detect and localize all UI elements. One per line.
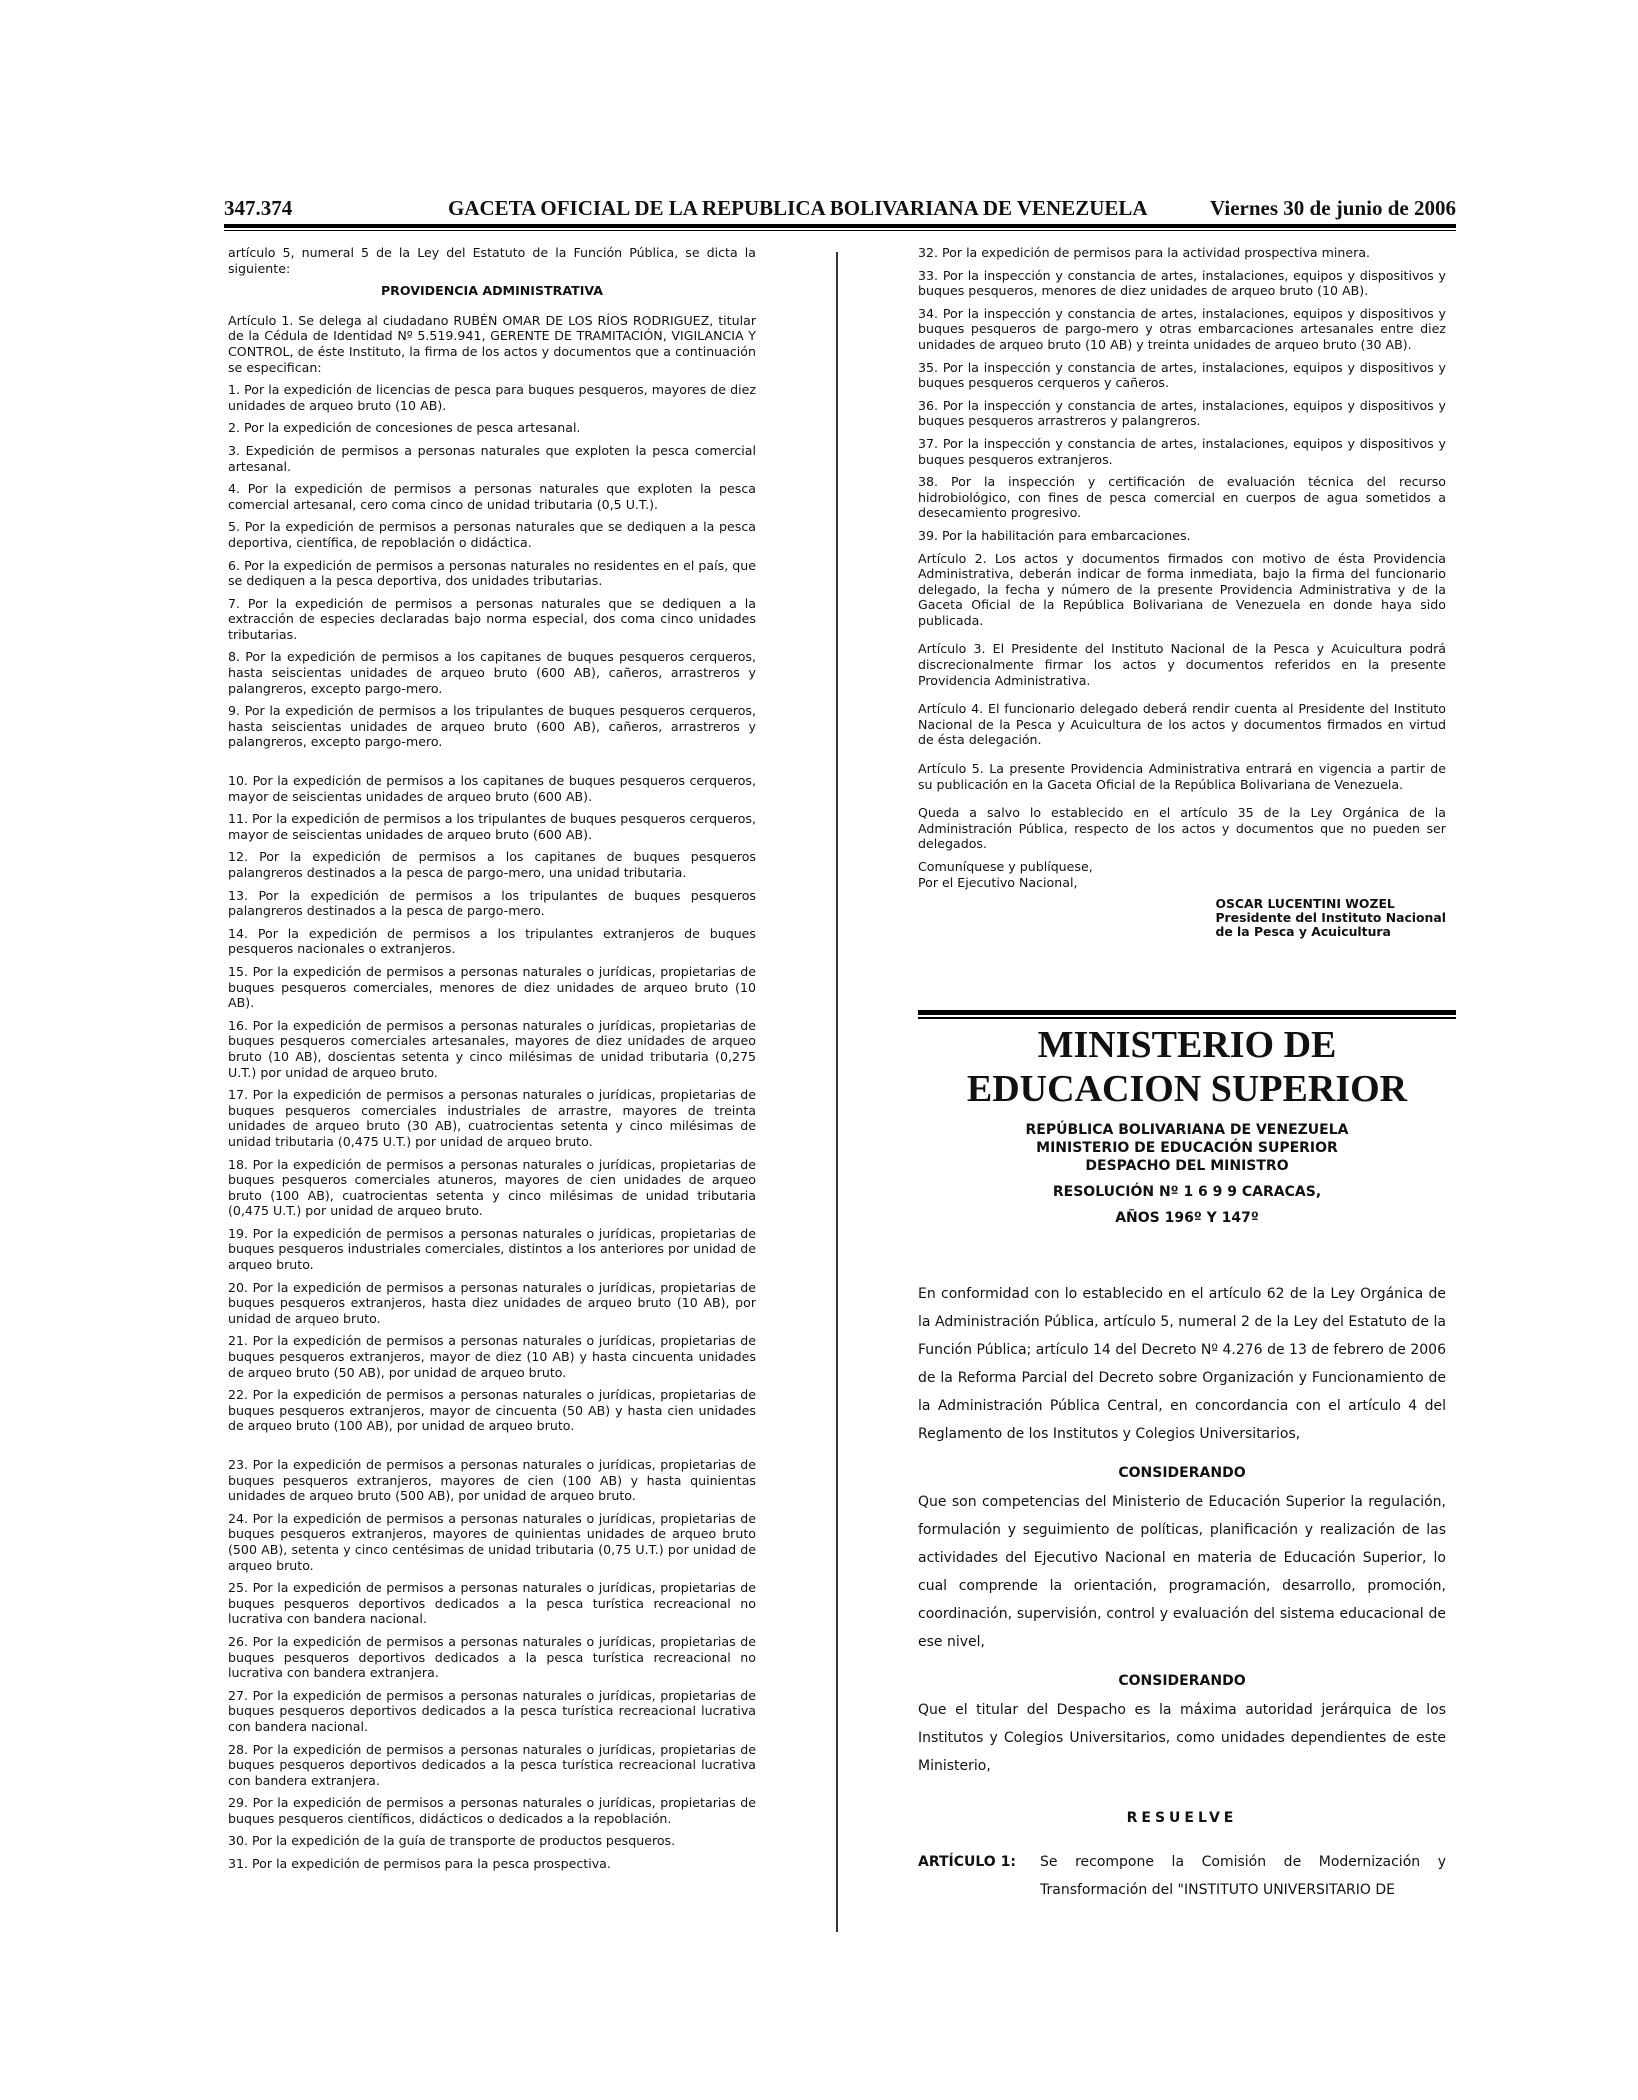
signature-block	[918, 859, 1446, 943]
list-item: 38. Por la inspección y certificación de evaluación técnica del recurso hidrobiológico, con fines de pesca comercial en cuerpos de agua sometidos a desecamiento progresivo.	[918, 474, 1446, 521]
list-item: 27. Por la expedición de permisos a personas naturales o jurídicas, propietarias de buques pesqueros deportivos dedicados a la pesca turística recreacional lucrativa con bandera nacional.	[228, 1687, 756, 1734]
ministry-title-2: EDUCACION SUPERIOR	[966, 1068, 1408, 1110]
list-item: 10. Por la expedición de permisos a los capitanes de buques pesqueros cerqueros, mayor de seiscientas unidades de arqueo bruto (600 AB).	[228, 773, 756, 804]
providencia-heading: PROVIDENCIA ADMINISTRATIVA	[380, 283, 604, 299]
list-item: 33. Por la inspección y constancia de artes, instalaciones, equipos y dispositivos y buques pesqueros, menores de diez unidades de arqueo bruto (10 AB).	[918, 267, 1446, 299]
article-1-resolution	[918, 1848, 1446, 1904]
section-rule	[918, 1010, 1456, 1015]
list-item: 36. Por la inspección y constancia de artes, instalaciones, equipos y dispositivos y buques pesqueros arrastreros y palangreros.	[918, 397, 1446, 429]
signatory-role-2: de la Pesca y Acuicultura	[1215, 924, 1391, 939]
issue-date: Viernes 30 de junio de 2006	[1210, 196, 1456, 220]
considerando-text-2: Que el titular del Despacho es la máxima autoridad jerárquica de los Institutos y Colegios Universitarios, como unidades dependientes de este Ministerio,	[918, 1702, 1446, 1774]
list-item: 39. Por la habilitación para embarcaciones.	[918, 527, 1191, 543]
republic-line: REPÚBLICA BOLIVARIANA DE VENEZUELA	[1025, 1122, 1349, 1138]
signatory-name: OSCAR LUCENTINI WOZEL	[1215, 896, 1395, 911]
list-item: 17. Por la expedición de permisos a personas naturales o jurídicas, propietarias de buques pesqueros comerciales industriales de arrastre, mayores de treinta unidades de arqueo bruto (30 AB), cuatrocientas setenta y cinco milésimas de unidad tributaria (0,475 U.T.) por unidad de arqueo bruto.	[228, 1087, 756, 1149]
resolution-body	[918, 1280, 1446, 1904]
gazette-title: GACETA OFICIAL DE LA REPUBLICA BOLIVARIANA DE VENEZUELA	[448, 196, 1148, 220]
considerando-heading: CONSIDERANDO	[1118, 1465, 1246, 1481]
list-item: 13. Por la expedición de permisos a los tripulantes de buques pesqueros palangreros destinados a la pesca de pargo-mero.	[228, 887, 756, 919]
list-item: 6. Por la expedición de permisos a personas naturales no residentes en el país, que se dediquen a la pesca deportiva, dos unidades tributarias.	[228, 557, 756, 589]
intro-text: artículo 5, numeral 5 de la Ley del Estatuto de la Función Pública, se dicta la siguiente:	[228, 245, 756, 276]
list-item: 35. Por la inspección y constancia de artes, instalaciones, equipos y dispositivos y buques pesqueros cerqueros y cañeros.	[918, 359, 1446, 391]
section-rule-thin	[918, 1017, 1456, 1019]
article-2: Artículo 2. Los actos y documentos firmados con motivo de ésta Providencia Administrativa, deberán indicar de forma inmediata, bajo la firma del funcionario delegado, la fecha y número de la presente Providencia Administrativa y de la Gaceta Oficial de la República Bolivariana de Venezuela en donde haya sido publicada.	[918, 550, 1446, 628]
column-divider	[836, 252, 838, 1932]
article-1: Artículo 1. Se delega al ciudadano RUBÉN OMAR DE LOS RÍOS RODRIGUEZ, titular de la Cédula de Identidad Nº 5.519.941, GERENTE DE TRAMITACIÓN, VIGILANCIA Y CONTROL, de éste Instituto, la firma de los actos y documentos que a continuación se especifican:	[228, 312, 756, 375]
list-item: 11. Por la expedición de permisos a los tripulantes de buques pesqueros cerqueros, mayor de seiscientas unidades de arqueo bruto (600 AB).	[228, 811, 756, 842]
left-column	[228, 245, 756, 1879]
closing-line: Comuníquese y publíquese,	[918, 859, 1093, 874]
list-item: 25. Por la expedición de permisos a personas naturales o jurídicas, propietarias de buques pesqueros deportivos dedicados a la pesca turística recreacional no lucrativa con bandera nacional.	[228, 1580, 756, 1627]
list-item: 21. Por la expedición de permisos a personas naturales o jurídicas, propietarias de buques pesqueros extranjeros, mayor de diez (10 AB) y hasta cincuenta unidades de arqueo bruto (50 AB), por unidad de arqueo bruto.	[228, 1333, 756, 1380]
list-item: 12. Por la expedición de permisos a los capitanes de buques pesqueros palangreros destinados a la pesca de pargo-mero, una unidad tributaria.	[228, 849, 756, 880]
resolution-intro: En conformidad con lo establecido en el artículo 62 de la Ley Orgánica de la Administración Pública, artículo 5, numeral 2 de la Ley del Estatuto de la Función Pública; artículo 14 del Decreto Nº 4.276 de 13 de febrero de 2006 de la Reforma Parcial del Decreto sobre Organización y Funcionamiento de la Administración Pública Central, en concordancia con el artículo 4 del Reglamento de los Institutos y Colegios Universitarios,	[918, 1286, 1446, 1442]
list-item: 4. Por la expedición de permisos a personas naturales que exploten la pesca comercial artesanal, cero coma cinco de unidad tributaria (0,5 U.T.).	[228, 481, 756, 512]
list-item: 18. Por la expedición de permisos a personas naturales o jurídicas, propietarias de buques pesqueros comerciales atuneros, mayores de cien unidades de arqueo bruto (100 AB), cuatrocientas setenta y cinco milésimas de unidad tributaria (0,475 U.T.) por unidad de arqueo bruto.	[228, 1156, 756, 1219]
resolution-number: RESOLUCIÓN Nº 1 6 9 9 CARACAS,	[1052, 1184, 1322, 1200]
list-item: 23. Por la expedición de permisos a personas naturales o jurídicas, propietarias de buques pesqueros extranjeros, mayores de cien (100 AB) y hasta quinientas unidades de arqueo bruto (500 AB), por unidad de arqueo bruto.	[228, 1457, 756, 1504]
list-item: 16. Por la expedición de permisos a personas naturales o jurídicas, propietarias de buques pesqueros comerciales artesanales, mayores de diez unidades de arqueo bruto (10 AB), doscientas setenta y cinco milésimas de unidad tributaria (0,275 U.T.) por unidad de arqueo bruto.	[228, 1017, 756, 1080]
ministry-line: MINISTERIO DE EDUCACIÓN SUPERIOR	[1036, 1140, 1338, 1156]
article-text: Se recompone la Comisión de Modernización y Transformación del "INSTITUTO UNIVERSITARIO DE	[1040, 1854, 1446, 1898]
page-number: 347.374	[224, 196, 293, 220]
list-item: 32. Por la expedición de permisos para la actividad prospectiva minera.	[918, 245, 1371, 260]
list-item: 8. Por la expedición de permisos a los capitanes de buques pesqueros cerqueros, hasta seiscientas unidades de arqueo bruto (600 AB), cañeros, arrastreros y palangreros, excepto pargo-mero.	[228, 649, 756, 696]
list-item: 7. Por la expedición de permisos a personas naturales que se dediquen a la extracción de especies declaradas bajo norma especial, dos coma cinco unidades tributarias.	[228, 595, 756, 642]
list-item: 24. Por la expedición de permisos a personas naturales o jurídicas, propietarias de buques pesqueros extranjeros, mayores de quinientas unidades de arqueo bruto (500 AB), setenta y cinco centésimas de unidad tributaria (0,75 U.T.) por unidad de arqueo bruto.	[228, 1510, 756, 1573]
article-5: Artículo 5. La presente Providencia Administrativa entrará en vigencia a partir de su publicación en la Gaceta Oficial de la República Bolivariana de Venezuela.	[918, 761, 1446, 792]
list-item: 20. Por la expedición de permisos a personas naturales o jurídicas, propietarias de buques pesqueros extranjeros, hasta diez unidades de arqueo bruto (10 AB), por unidad de arqueo bruto.	[228, 1279, 756, 1326]
ministry-section	[918, 1010, 1456, 1227]
signatory-role: Presidente del Instituto Nacional	[1215, 910, 1446, 925]
closing-line-2: Por el Ejecutivo Nacional,	[918, 874, 1078, 890]
list-item: 5. Por la expedición de permisos a personas naturales que se dediquen a la pesca deportiva, científica, de repoblación o didáctica.	[228, 519, 756, 550]
considerando-heading-2: CONSIDERANDO	[1118, 1673, 1246, 1689]
list-item: 30. Por la expedición de la guía de transporte de productos pesqueros.	[228, 1833, 676, 1849]
resuelve-heading: RESUELVE	[1126, 1810, 1238, 1826]
header-rule-thin	[224, 230, 1456, 231]
list-item: 37. Por la inspección y constancia de artes, instalaciones, equipos y dispositivos y buques pesqueros extranjeros.	[918, 435, 1446, 467]
list-item: 19. Por la expedición de permisos a personas naturales o jurídicas, propietarias de buques pesqueros industriales comerciales, distintos a los anteriores por unidad de arqueo bruto.	[228, 1225, 756, 1273]
list-item: 22. Por la expedición de permisos a personas naturales o jurídicas, propietarias de buques pesqueros extranjeros, mayor de cincuenta (50 AB) y hasta cien unidades de arqueo bruto (100 AB), por unidad de arqueo bruto.	[228, 1387, 756, 1434]
list-item: 15. Por la expedición de permisos a personas naturales o jurídicas, propietarias de buques pesqueros comerciales, menores de diez unidades de arqueo bruto (10 AB).	[228, 963, 756, 1011]
page-header	[224, 196, 1456, 226]
list-item: 14. Por la expedición de permisos a los tripulantes extranjeros de buques pesqueros nacionales o extranjeros.	[228, 925, 756, 957]
years-line: AÑOS 196º Y 147º	[1115, 1210, 1259, 1226]
list-item: 9. Por la expedición de permisos a los tripulantes de buques pesqueros cerqueros, hasta seiscientas unidades de arqueo bruto (600 AB), cañeros, arrastreros y palangreros, excepto pargo-mero.	[228, 703, 756, 750]
closing-note: Queda a salvo lo establecido en el artículo 35 de la Ley Orgánica de la Administración Pública, respecto de los actos y documentos que no pueden ser delegados.	[918, 805, 1446, 852]
right-column	[918, 245, 1446, 943]
list-item: 3. Expedición de permisos a personas naturales que exploten la pesca comercial artesanal.	[228, 442, 756, 474]
article-4: Artículo 4. El funcionario delegado deberá rendir cuenta al Presidente del Instituto Nacional de la Pesca y Acuicultura de los actos y documentos firmados en virtud de ésta delegación.	[918, 701, 1446, 748]
list-item: 29. Por la expedición de permisos a personas naturales o jurídicas, propietarias de buques pesqueros científicos, didácticos o dedicados a la repoblación.	[228, 1795, 756, 1826]
office-line: DESPACHO DEL MINISTRO	[1085, 1158, 1289, 1174]
article-3: Artículo 3. El Presidente del Instituto Nacional de la Pesca y Acuicultura podrá discrecionalmente firmar los actos y documentos referidos en la presente Providencia Administrativa.	[918, 641, 1446, 688]
list-item: 26. Por la expedición de permisos a personas naturales o jurídicas, propietarias de buques pesqueros deportivos dedicados a la pesca turística recreacional no lucrativa con bandera extranjera.	[228, 1633, 756, 1681]
list-item: 1. Por la expedición de licencias de pesca para buques pesqueros, mayores de diez unidades de arqueo bruto (10 AB).	[228, 382, 756, 413]
list-item: 34. Por la inspección y constancia de artes, instalaciones, equipos y dispositivos y buques pesqueros de pargo-mero y otras embarcaciones artesanales entre diez unidades de arqueo bruto (10 AB) y treinta unidades de arqueo bruto (30 AB).	[918, 305, 1446, 352]
header-rule	[224, 224, 1456, 228]
list-item: 31. Por la expedición de permisos para la pesca prospectiva.	[228, 1856, 611, 1872]
list-item: 2. Por la expedición de concesiones de pesca artesanal.	[228, 420, 581, 436]
article-label: ARTÍCULO 1:	[918, 1854, 1016, 1870]
ministry-title-1: MINISTERIO DE	[1037, 1024, 1337, 1066]
list-item: 28. Por la expedición de permisos a personas naturales o jurídicas, propietarias de buques pesqueros deportivos dedicados a la pesca turística recreacional lucrativa con bandera extranjera.	[228, 1741, 756, 1788]
considerando-text: Que son competencias del Ministerio de Educación Superior la regulación, formulación y seguimiento de políticas, planificación y realización de las actividades del Ejecutivo Nacional en materia de Educación Superior, lo cual comprende la orientación, programación, desarrollo, promoción, coordinación, supervisión, control y evaluación del sistema educacional de ese nivel,	[918, 1494, 1446, 1650]
